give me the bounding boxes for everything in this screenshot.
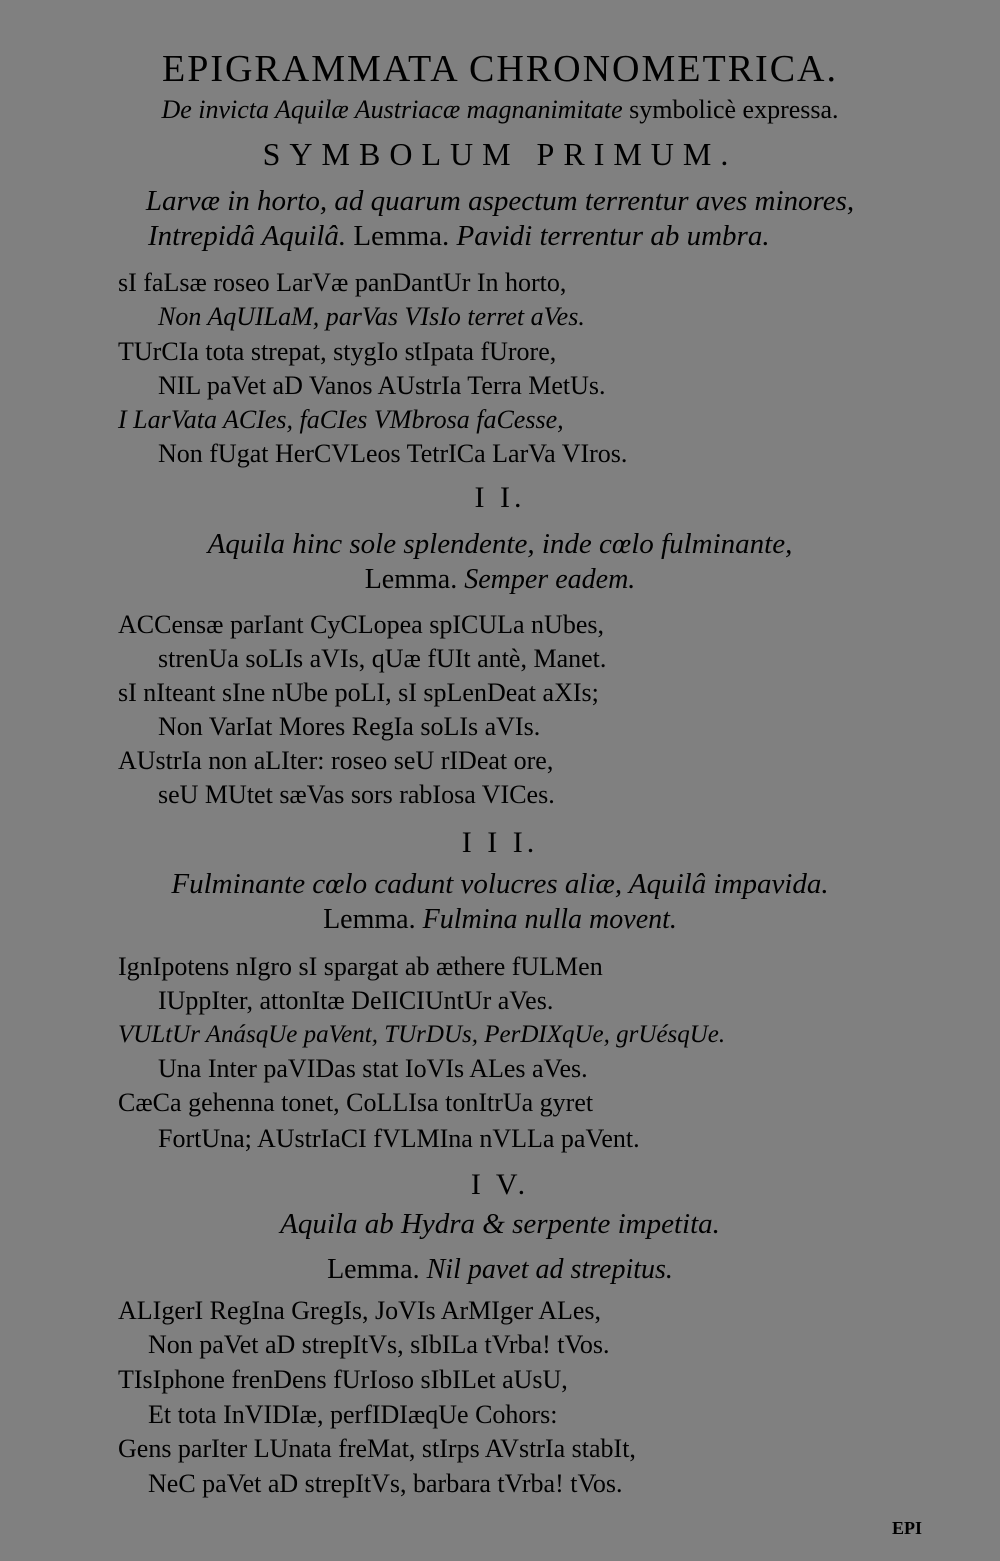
verse-line: Una Inter paVIDas stat IoVIs ALes aVes. — [158, 1054, 588, 1083]
verse-line: ALIgerI RegIna GregIs, JoVIs ArMIger ALes, — [118, 1296, 602, 1325]
section-3-lemma-label: Lemma. — [323, 904, 423, 935]
section-4-lemma — [0, 1256, 1000, 1284]
section-1-lemma-label: Lemma. — [346, 220, 457, 252]
verse-line: Et tota InVIDIæ, perfIDIæqUe Cohors: — [148, 1400, 558, 1429]
verse-line: TIsIphone frenDens fUrIoso sIbILet aUsU, — [118, 1365, 568, 1394]
section-4-lemma-text: Nil pavet ad strepitus. — [426, 1254, 673, 1285]
section-3-lemma-text: Fulmina nulla movent. — [422, 904, 677, 935]
verse-line: TUrCIa tota strepat, stygIo stIpata fUrore, — [118, 337, 557, 366]
verse-line: seU MUtet sæVas sors rabIosa VICes. — [158, 780, 555, 809]
verse-line: IUppIter, attonItæ DeIICIUntUr aVes. — [158, 986, 554, 1015]
verse-line: IgnIpotens nIgro sI spargat ab æthere fULMen — [118, 952, 603, 981]
section-2-lemma-text: Semper eadem. — [464, 564, 636, 595]
section-2-lemma — [0, 566, 1000, 594]
section-4-lemma-label: Lemma. — [327, 1254, 427, 1285]
section-3-lemma — [0, 906, 1000, 934]
section-1-lemma — [148, 222, 770, 251]
verse-line: NIL paVet aD Vanos AUstrIa Terra MetUs. — [158, 371, 606, 400]
verse-line: Gens parIter LUnata freMat, stIrps AVstrIa stabIt, — [118, 1434, 636, 1463]
verse-line: AUstrIa non aLIter: roseo seU rIDeat ore, — [118, 746, 554, 775]
section-2-heading: I I. — [474, 481, 526, 514]
verse-line: Non AqUILaM, parVas VIsIo terret aVes. — [158, 302, 585, 331]
section-2-lemma-label: Lemma. — [364, 564, 465, 595]
subtitle-roman: symbolicè expressa. — [622, 95, 839, 124]
page-title: EPIGRAMMATA CHRONOMETRICA. — [161, 48, 838, 90]
verse-line: FortUna; AUstrIaCI fVLMIna nVLLa paVent. — [158, 1124, 640, 1153]
section-1-lemma-prefix: Intrepidâ Aquilâ. — [148, 220, 347, 252]
verse-line: sI nIteant sIne nUbe poLI, sI spLenDeat aXIs; — [118, 678, 599, 707]
section-3-heading: I I I. — [461, 826, 539, 859]
verse-line: sI faLsæ roseo LarVæ panDantUr In horto, — [118, 268, 567, 297]
verse-line: CæCa gehenna tonet, CoLLIsa tonItrUa gyret — [118, 1088, 594, 1117]
verse-line: VULtUr AnásqUe paVent, TUrDUs, PerDIXqUe, grUésqUe. — [118, 1021, 726, 1048]
subtitle-italic: De invicta Aquilæ Austriacæ magnanimitate — [161, 95, 623, 124]
section-1-heading: SYMBOLUM PRIMUM. — [262, 136, 738, 172]
verse-line: I LarVata ACIes, faCIes VMbrosa faCesse, — [118, 405, 564, 434]
page-subtitle — [0, 97, 1000, 123]
catchword: EPI — [891, 1518, 922, 1538]
verse-line: Non paVet aD strepItVs, sIbILa tVrba! tVos. — [148, 1330, 610, 1359]
verse-line: NeC paVet aD strepItVs, barbara tVrba! tVos. — [148, 1469, 623, 1498]
verse-line: Non fUgat HerCVLeos TetrICa LarVa VIros. — [158, 439, 628, 468]
section-3-description: Fulminante cœlo cadunt volucres aliæ, Aquilâ impavida. — [171, 868, 829, 900]
section-4-heading: I V. — [470, 1168, 530, 1201]
section-4-description: Aquila ab Hydra & serpente impetita. — [280, 1208, 720, 1240]
section-1-lemma-text: Pavidi terrentur ab umbra. — [456, 220, 770, 252]
verse-line: Non VarIat Mores RegIa soLIs aVIs. — [158, 712, 541, 741]
verse-line: ACCensæ parIant CyCLopea spICULa nUbes, — [118, 610, 604, 639]
section-1-description: Larvæ in horto, ad quarum aspectum terrentur aves minores, — [145, 185, 855, 217]
verse-line: strenUa soLIs aVIs, qUæ fUIt antè, Manet. — [158, 644, 607, 673]
section-2-description: Aquila hinc sole splendente, inde cœlo fulminante, — [207, 528, 793, 560]
